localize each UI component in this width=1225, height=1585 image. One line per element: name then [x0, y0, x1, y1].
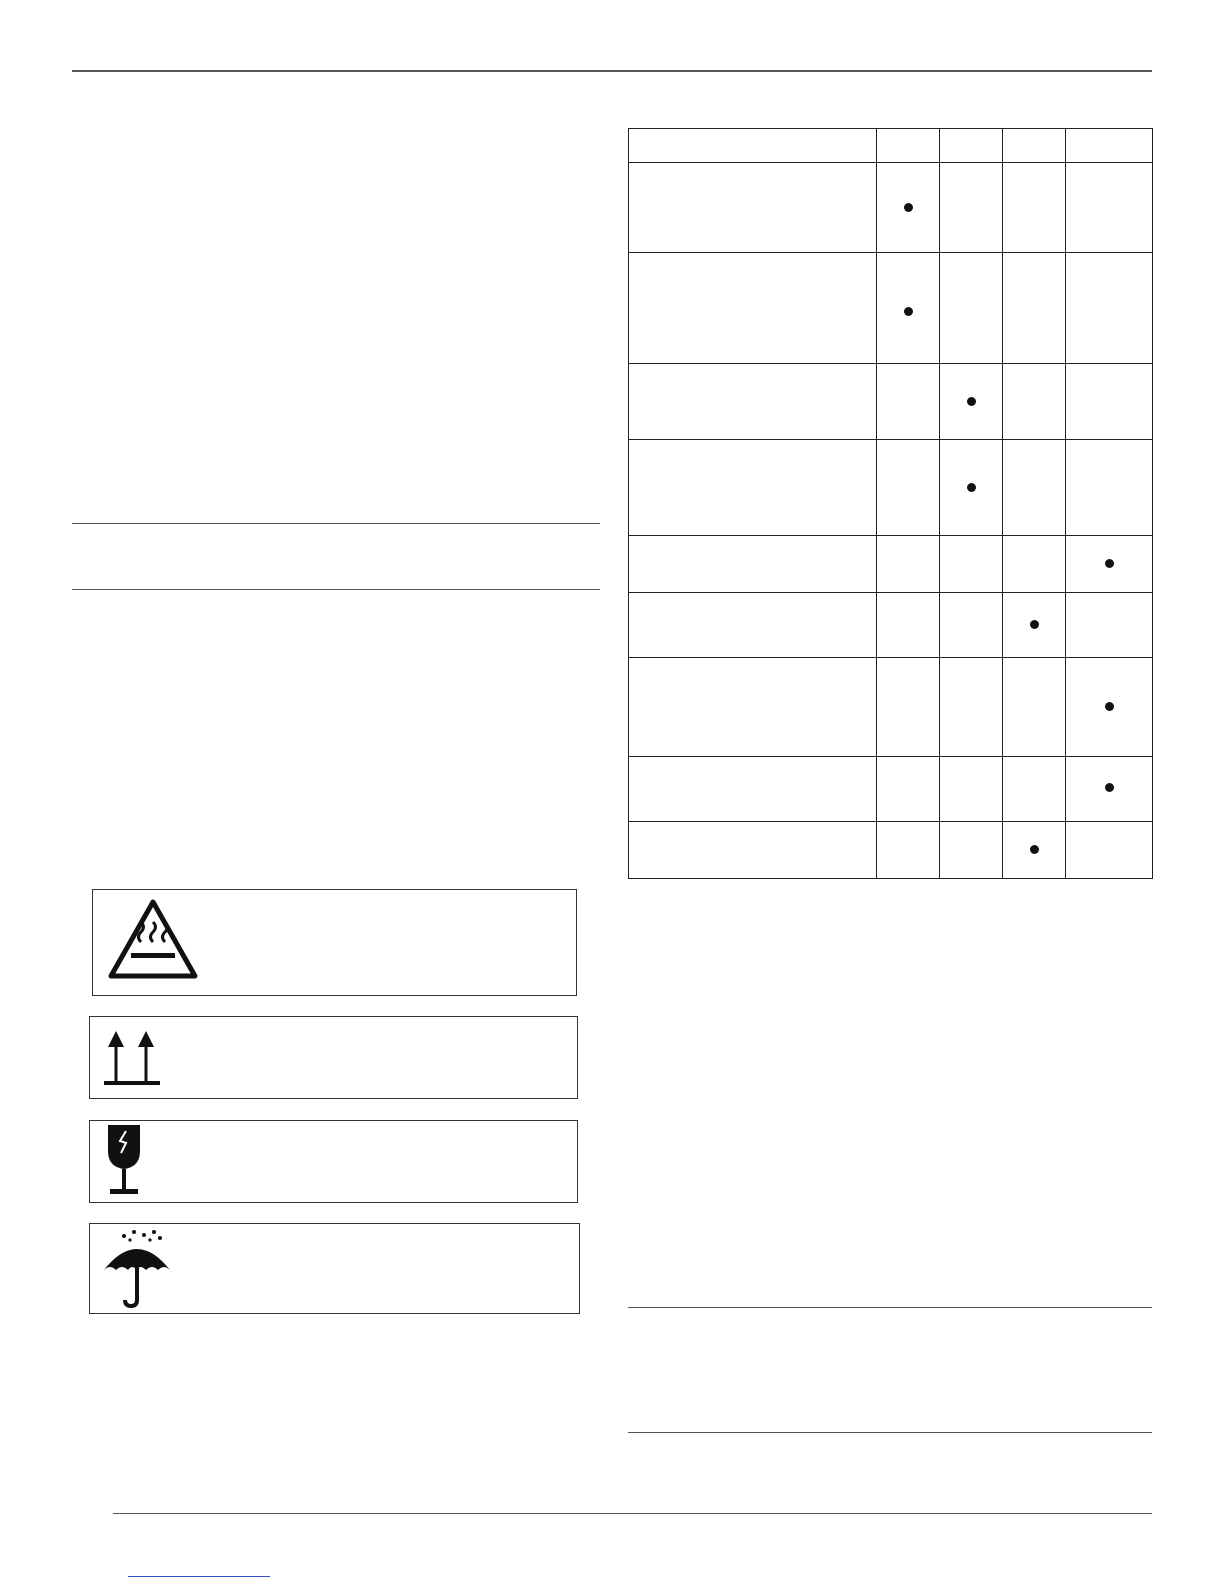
cell — [1003, 440, 1066, 536]
table-row — [629, 658, 1153, 757]
cell — [940, 593, 1003, 658]
table-row — [629, 536, 1153, 593]
header-rule — [72, 70, 1152, 72]
keep-dry-notice — [89, 1223, 580, 1314]
marker-dot — [967, 483, 976, 492]
table-header-cell — [877, 129, 940, 163]
marker-dot — [1030, 620, 1039, 629]
cell — [1003, 658, 1066, 757]
fragile-icon — [104, 1123, 144, 1197]
table-header-cell — [629, 129, 877, 163]
cell — [1003, 253, 1066, 364]
cell — [1066, 163, 1153, 253]
table-row — [629, 593, 1153, 658]
cell — [940, 163, 1003, 253]
cell — [1066, 757, 1153, 822]
cell — [940, 253, 1003, 364]
row-label — [629, 364, 877, 440]
cell — [1066, 364, 1153, 440]
cell — [1003, 163, 1066, 253]
cell — [1066, 658, 1153, 757]
row-label — [629, 536, 877, 593]
row-label — [629, 440, 877, 536]
cell — [877, 593, 940, 658]
cell — [877, 536, 940, 593]
cell — [1066, 822, 1153, 879]
section-rule-bottom-right — [628, 1432, 1152, 1433]
cell — [1003, 757, 1066, 822]
cell — [940, 364, 1003, 440]
table-row — [629, 163, 1153, 253]
cell — [877, 163, 940, 253]
marker-dot — [1105, 783, 1114, 792]
table-row — [629, 757, 1153, 822]
cell — [940, 536, 1003, 593]
cell — [940, 658, 1003, 757]
row-label — [629, 593, 877, 658]
cell — [1066, 253, 1153, 364]
cell — [1003, 364, 1066, 440]
cell — [877, 757, 940, 822]
cell — [1066, 440, 1153, 536]
footer-rule — [113, 1513, 1152, 1514]
this-way-up-icon — [102, 1027, 162, 1091]
cell — [940, 757, 1003, 822]
hot-surface-warning-icon — [107, 898, 199, 980]
footer-link-underline[interactable] — [128, 1576, 270, 1577]
marker-dot — [1105, 559, 1114, 568]
keep-dry-icon — [100, 1226, 174, 1310]
row-label — [629, 163, 877, 253]
table-row — [629, 364, 1153, 440]
marker-dot — [1030, 845, 1039, 854]
section-rule-top-right — [628, 1307, 1152, 1308]
table-row — [629, 822, 1153, 879]
this-way-up-notice — [89, 1016, 578, 1099]
cell — [1066, 536, 1153, 593]
marker-dot — [1105, 702, 1114, 711]
packaging-matrix-table — [628, 128, 1153, 879]
cell — [877, 364, 940, 440]
cell — [877, 822, 940, 879]
cell — [877, 440, 940, 536]
marker-dot — [904, 203, 913, 212]
table-row — [629, 440, 1153, 536]
section-rule-top-left — [72, 523, 600, 524]
table-header-cell — [1003, 129, 1066, 163]
cell — [1003, 536, 1066, 593]
hot-surface-notice — [92, 889, 577, 996]
row-label — [629, 757, 877, 822]
row-label — [629, 822, 877, 879]
cell — [1066, 593, 1153, 658]
cell — [1003, 822, 1066, 879]
cell — [877, 658, 940, 757]
table-header-row — [629, 129, 1153, 163]
cell — [940, 822, 1003, 879]
table-row — [629, 253, 1153, 364]
table-header-cell — [1066, 129, 1153, 163]
cell — [940, 440, 1003, 536]
table-header-cell — [940, 129, 1003, 163]
row-label — [629, 658, 877, 757]
cell — [1003, 593, 1066, 658]
marker-dot — [904, 307, 913, 316]
cell — [877, 253, 940, 364]
row-label — [629, 253, 877, 364]
fragile-notice — [89, 1120, 578, 1203]
section-rule-bottom-left — [72, 589, 600, 590]
marker-dot — [967, 397, 976, 406]
